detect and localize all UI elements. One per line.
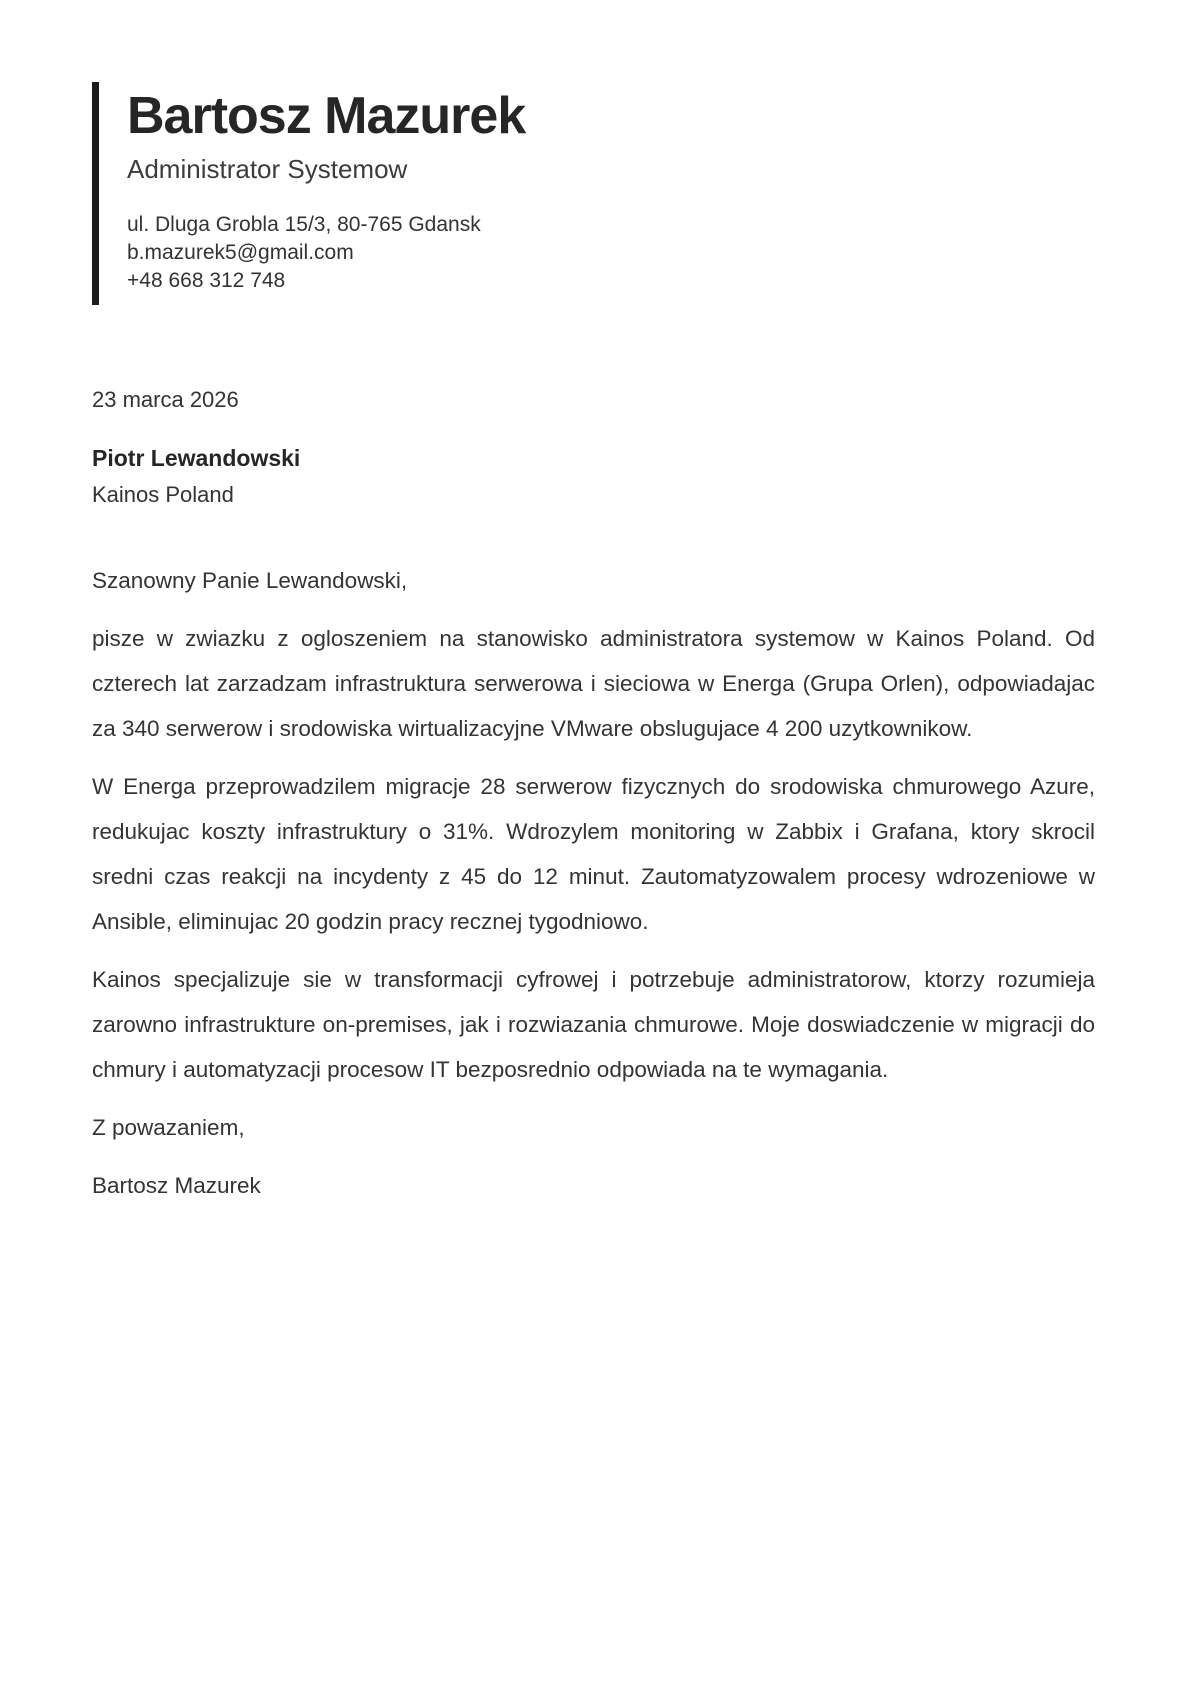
signature-name: Bartosz Mazurek — [92, 1173, 261, 1199]
salutation: Szanowny Panie Lewandowski, — [92, 568, 408, 594]
letter-date: 23 marca 2026 — [92, 387, 239, 413]
recipient-name: Piotr Lewandowski — [92, 445, 301, 472]
paragraph-3: Kainos specjalizuje sie w transformacji cyfrowej i potrzebuje administratorow, ktorzy rozumieja zarowno infrastrukture on-premises, jak i rozwiazania chmurowe. Moje doswiadczenie w migracji do chmury i automatyzacji procesow IT bezposrednio odpowiada na te wymagania. — [92, 967, 1095, 1083]
recipient-company: Kainos Poland — [92, 482, 234, 508]
contact-email: b.mazurek5@gmail.com — [127, 241, 354, 265]
letter-header — [92, 82, 1095, 305]
recipient-block — [92, 445, 1095, 508]
letter-body — [92, 558, 1095, 1208]
paragraph-1: pisze w zwiazku z ogloszeniem na stanowisko administratora systemow w Kainos Poland. Od czterech lat zarzadzam infrastruktura serwerowa i sieciowa w Energa (Grupa Orlen), odpowiadajac za 340 serwerow i srodowiska wirtualizacyjne VMware obslugujace 4 200 uzytkownikow. — [92, 626, 1095, 742]
applicant-job-title: Administrator Systemow — [127, 154, 408, 185]
contact-address: ul. Dluga Grobla 15/3, 80-765 Gdansk — [127, 213, 481, 237]
contact-block — [127, 211, 1095, 295]
contact-phone: +48 668 312 748 — [127, 269, 286, 293]
applicant-name: Bartosz Mazurek — [127, 87, 526, 145]
closing-phrase: Z powazaniem, — [92, 1115, 245, 1141]
paragraph-2: W Energa przeprowadzilem migracje 28 serwerow fizycznych do srodowiska chmurowego Azure, redukujac koszty infrastruktury o 31%. Wdrozylem monitoring w Zabbix i Grafana, ktory skrocil sredni czas reakcji na incydenty z 45 do 12 minut. Zautomatyzowalem procesy wdrozeniowe w Ansible, eliminujac 20 godzin pracy recznej tygodniowo. — [92, 774, 1095, 935]
